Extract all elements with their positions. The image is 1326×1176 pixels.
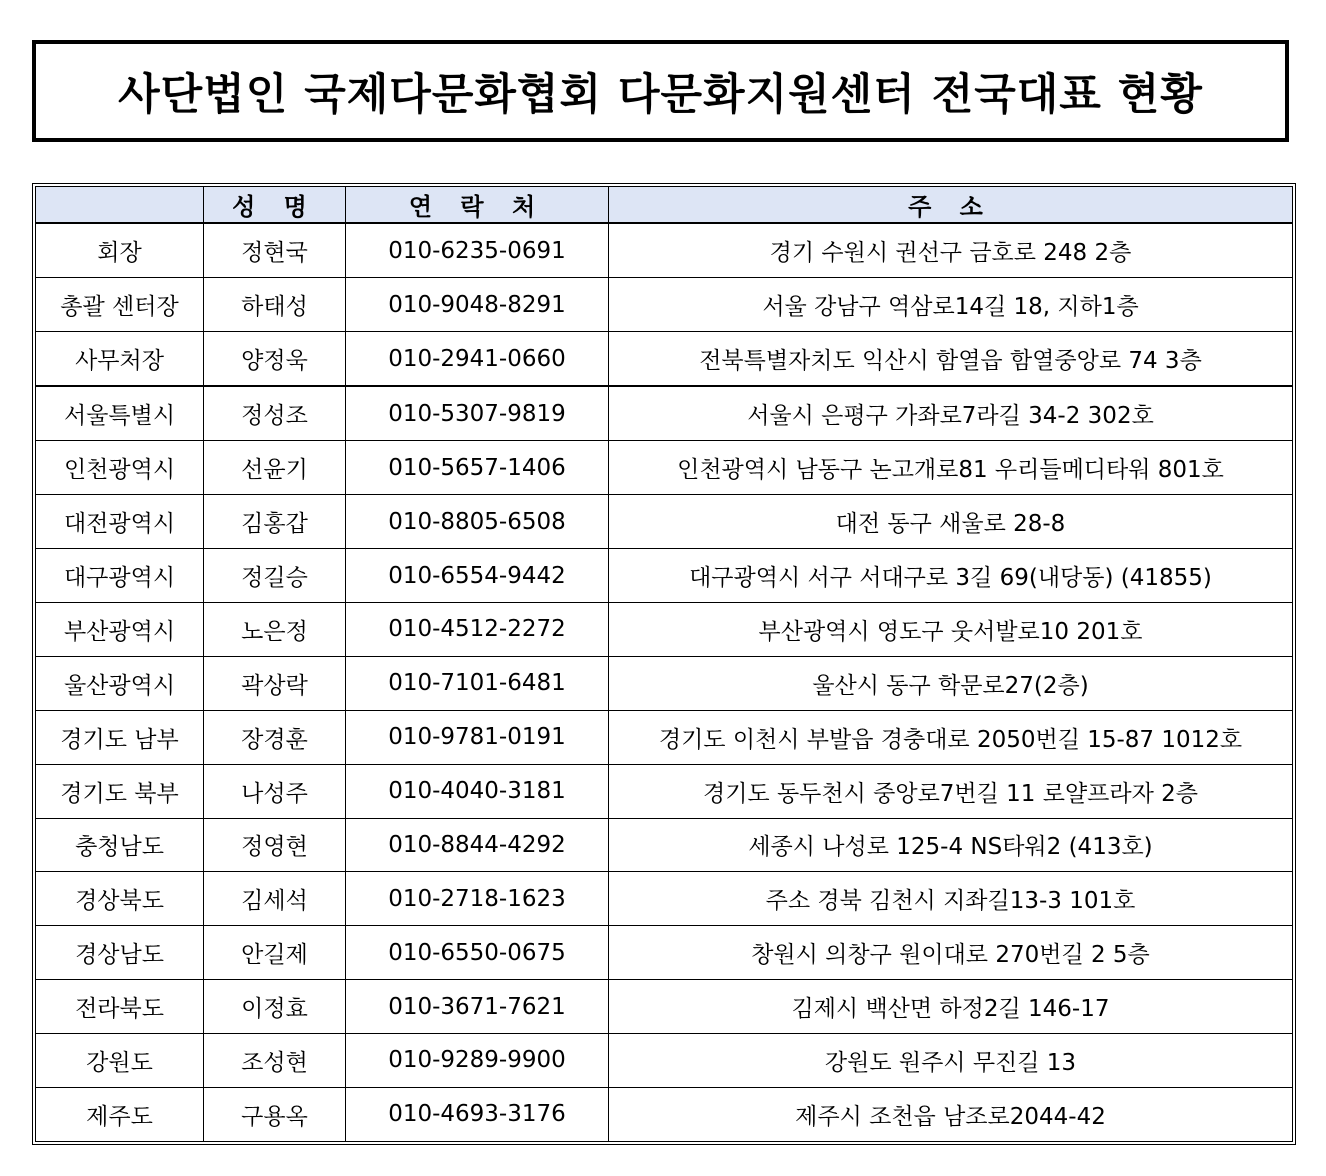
cell-role: 울산광역시 [36, 656, 204, 710]
cell-name: 김세석 [204, 872, 346, 926]
cell-phone: 010-8844-4292 [346, 818, 609, 872]
table-row [36, 818, 1293, 872]
cell-name: 정현국 [204, 223, 346, 278]
cell-phone: 010-8805-6508 [346, 495, 609, 549]
cell-name: 조성현 [204, 1034, 346, 1088]
cell-phone: 010-5657-1406 [346, 441, 609, 495]
cell-phone: 010-9289-9900 [346, 1034, 609, 1088]
table-row [36, 656, 1293, 710]
header-phone: 연 락 처 [346, 187, 609, 224]
cell-address: 창원시 의창구 원이대로 270번길 2 5층 [609, 926, 1293, 980]
cell-address: 김제시 백산면 하정2길 146-17 [609, 980, 1293, 1034]
cell-name: 김홍갑 [204, 495, 346, 549]
cell-name: 이정효 [204, 980, 346, 1034]
cell-phone: 010-4512-2272 [346, 603, 609, 657]
cell-role: 사무처장 [36, 332, 204, 387]
cell-role: 대구광역시 [36, 549, 204, 603]
table-row [36, 710, 1293, 764]
cell-name: 양정욱 [204, 332, 346, 387]
table-row [36, 386, 1293, 441]
page-title: 사단법인 국제다문화협회 다문화지원센터 전국대표 현황 [118, 69, 1203, 120]
cell-role: 총괄 센터장 [36, 278, 204, 332]
cell-phone: 010-9048-8291 [346, 278, 609, 332]
cell-address: 울산시 동구 학문로27(2층) [609, 656, 1293, 710]
cell-role: 제주도 [36, 1087, 204, 1141]
table-row [36, 332, 1293, 387]
cell-address: 인천광역시 남동구 논고개로81 우리들메디타워 801호 [609, 441, 1293, 495]
header-role [36, 187, 204, 224]
header-address: 주 소 [609, 187, 1293, 224]
cell-name: 하태성 [204, 278, 346, 332]
cell-phone: 010-2941-0660 [346, 332, 609, 387]
header-row [36, 187, 1293, 224]
cell-name: 구용옥 [204, 1087, 346, 1141]
cell-name: 장경훈 [204, 710, 346, 764]
representatives-table [35, 186, 1293, 1142]
table-body [36, 223, 1293, 1142]
cell-address: 주소 경북 김천시 지좌길13-3 101호 [609, 872, 1293, 926]
table-row [36, 441, 1293, 495]
representatives-table-wrapper [32, 183, 1296, 1145]
table-row [36, 223, 1293, 278]
cell-address: 대전 동구 새울로 28-8 [609, 495, 1293, 549]
cell-address: 강원도 원주시 무진길 13 [609, 1034, 1293, 1088]
cell-phone: 010-3671-7621 [346, 980, 609, 1034]
cell-role: 부산광역시 [36, 603, 204, 657]
cell-address: 세종시 나성로 125-4 NS타워2 (413호) [609, 818, 1293, 872]
cell-role: 대전광역시 [36, 495, 204, 549]
cell-name: 곽상락 [204, 656, 346, 710]
cell-role: 경기도 북부 [36, 764, 204, 818]
cell-role: 서울특별시 [36, 386, 204, 441]
cell-phone: 010-6235-0691 [346, 223, 609, 278]
table-row [36, 278, 1293, 332]
cell-role: 전라북도 [36, 980, 204, 1034]
cell-role: 경기도 남부 [36, 710, 204, 764]
cell-address: 부산광역시 영도구 웃서발로10 201호 [609, 603, 1293, 657]
cell-role: 회장 [36, 223, 204, 278]
cell-address: 경기 수원시 권선구 금호로 248 2층 [609, 223, 1293, 278]
cell-role: 강원도 [36, 1034, 204, 1088]
cell-address: 대구광역시 서구 서대구로 3길 69(내당동) (41855) [609, 549, 1293, 603]
cell-address: 경기도 동두천시 중앙로7번길 11 로얄프라자 2층 [609, 764, 1293, 818]
cell-name: 정영현 [204, 818, 346, 872]
cell-name: 안길제 [204, 926, 346, 980]
table-row [36, 603, 1293, 657]
cell-phone: 010-6554-9442 [346, 549, 609, 603]
cell-address: 서울시 은평구 가좌로7라길 34-2 302호 [609, 386, 1293, 441]
table-row [36, 926, 1293, 980]
cell-phone: 010-9781-0191 [346, 710, 609, 764]
table-row [36, 549, 1293, 603]
table-row [36, 495, 1293, 549]
table-row [36, 1034, 1293, 1088]
cell-address: 경기도 이천시 부발읍 경충대로 2050번길 15-87 1012호 [609, 710, 1293, 764]
cell-phone: 010-6550-0675 [346, 926, 609, 980]
cell-phone: 010-7101-6481 [346, 656, 609, 710]
cell-role: 경상북도 [36, 872, 204, 926]
cell-role: 경상남도 [36, 926, 204, 980]
header-name: 성 명 [204, 187, 346, 224]
cell-phone: 010-2718-1623 [346, 872, 609, 926]
cell-address: 전북특별자치도 익산시 함열읍 함열중앙로 74 3층 [609, 332, 1293, 387]
title-box [32, 40, 1289, 142]
cell-address: 제주시 조천읍 남조로2044-42 [609, 1087, 1293, 1141]
cell-phone: 010-5307-9819 [346, 386, 609, 441]
cell-name: 정성조 [204, 386, 346, 441]
cell-role: 충청남도 [36, 818, 204, 872]
cell-phone: 010-4693-3176 [346, 1087, 609, 1141]
cell-name: 노은정 [204, 603, 346, 657]
cell-address: 서울 강남구 역삼로14길 18, 지하1층 [609, 278, 1293, 332]
table-row [36, 764, 1293, 818]
cell-name: 선윤기 [204, 441, 346, 495]
table-row [36, 1087, 1293, 1141]
cell-role: 인천광역시 [36, 441, 204, 495]
cell-phone: 010-4040-3181 [346, 764, 609, 818]
cell-name: 정길승 [204, 549, 346, 603]
cell-name: 나성주 [204, 764, 346, 818]
table-row [36, 980, 1293, 1034]
table-row [36, 872, 1293, 926]
